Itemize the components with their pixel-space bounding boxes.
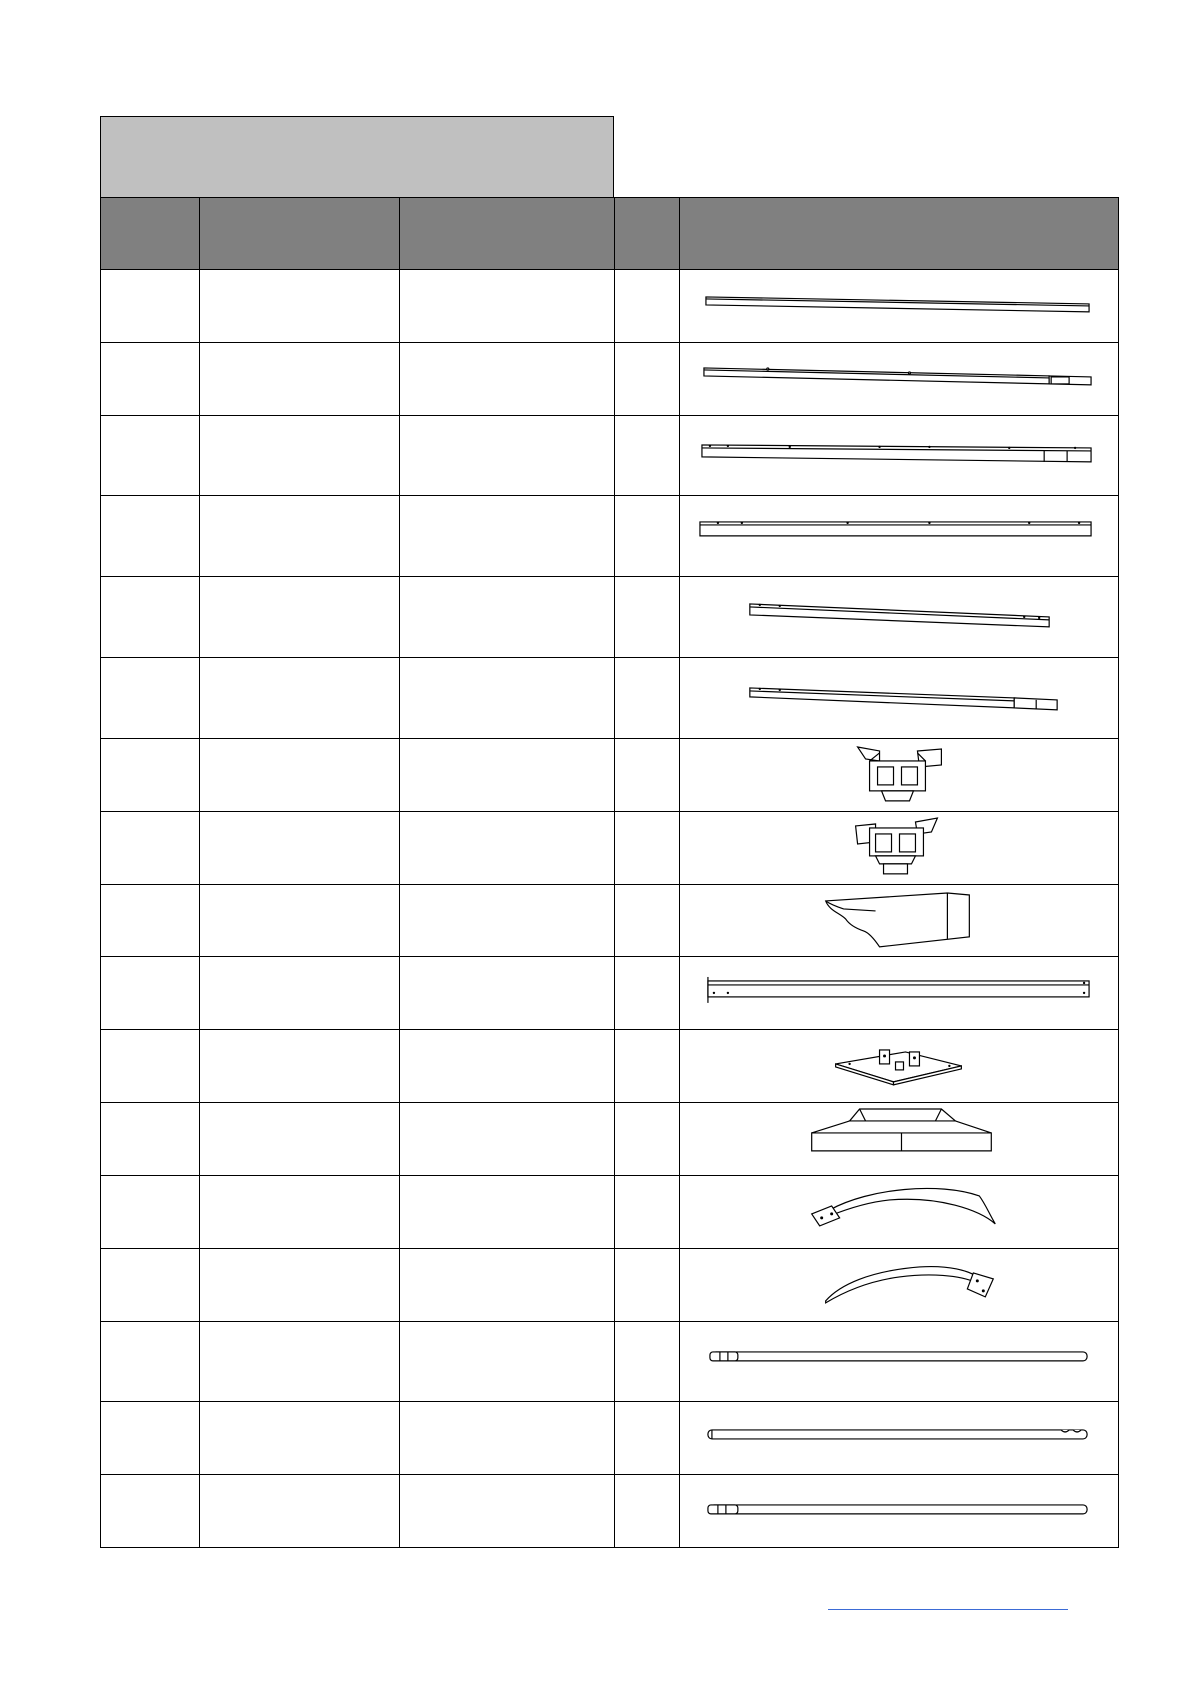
tube-with-notches-icon <box>680 1402 1118 1474</box>
short-beam-with-sleeve-icon <box>680 658 1118 738</box>
cell-qty <box>615 577 680 658</box>
decorative-bracket-icon <box>680 885 1118 957</box>
cell-qty <box>615 1175 680 1248</box>
cell-no <box>101 577 200 658</box>
cell-description <box>400 738 615 811</box>
cell-image <box>680 1248 1119 1321</box>
cell-description <box>400 1321 615 1402</box>
cell-no <box>101 342 200 415</box>
cell-image <box>680 270 1119 343</box>
cell-code <box>200 1030 400 1103</box>
table-row <box>101 270 1119 343</box>
cell-description <box>400 1103 615 1176</box>
cell-no <box>101 1402 200 1475</box>
cell-qty <box>615 496 680 577</box>
beam-with-holes-long-icon <box>680 496 1118 576</box>
curved-brace-right-icon <box>680 1249 1118 1321</box>
cell-description <box>400 1175 615 1248</box>
table-row <box>101 1248 1119 1321</box>
table-row <box>101 957 1119 1030</box>
cell-no <box>101 884 200 957</box>
flat-rail-icon <box>680 957 1118 1029</box>
table-row <box>101 342 1119 415</box>
cell-no <box>101 496 200 577</box>
corner-connector-b-icon <box>680 812 1118 884</box>
cell-image <box>680 1030 1119 1103</box>
cell-image <box>680 496 1119 577</box>
cell-no <box>101 270 200 343</box>
cell-qty <box>615 1402 680 1475</box>
beam-with-holes-icon <box>680 416 1118 496</box>
cell-description <box>400 496 615 577</box>
corner-connector-a-icon <box>680 739 1118 811</box>
title-box <box>100 116 614 197</box>
header-code <box>200 198 400 270</box>
cell-code <box>200 738 400 811</box>
cell-code <box>200 884 400 957</box>
table-row <box>101 1103 1119 1176</box>
cell-qty <box>615 957 680 1030</box>
cell-image <box>680 738 1119 811</box>
cell-no <box>101 415 200 496</box>
cell-description <box>400 811 615 884</box>
cell-qty <box>615 738 680 811</box>
cell-description <box>400 658 615 739</box>
cell-code <box>200 496 400 577</box>
cell-code <box>200 1248 400 1321</box>
cell-code <box>200 270 400 343</box>
cell-code <box>200 1103 400 1176</box>
table-row <box>101 738 1119 811</box>
footer-link[interactable] <box>828 1608 1068 1610</box>
beam-with-sleeve-icon <box>680 343 1118 415</box>
cell-image <box>680 1175 1119 1248</box>
parts-table <box>100 197 1119 1548</box>
cell-code <box>200 415 400 496</box>
header-image <box>680 198 1119 270</box>
straight-beam-icon <box>680 270 1118 342</box>
curved-brace-left-icon <box>680 1176 1118 1248</box>
cell-image <box>680 884 1119 957</box>
cell-no <box>101 1030 200 1103</box>
cell-qty <box>615 415 680 496</box>
cell-qty <box>615 1475 680 1548</box>
cell-description <box>400 342 615 415</box>
cell-qty <box>615 1030 680 1103</box>
table-row <box>101 658 1119 739</box>
cell-description <box>400 415 615 496</box>
table-row <box>101 1475 1119 1548</box>
cell-qty <box>615 658 680 739</box>
cell-code <box>200 577 400 658</box>
table-row <box>101 1030 1119 1103</box>
header-no <box>101 198 200 270</box>
cell-no <box>101 1103 200 1176</box>
cell-code <box>200 811 400 884</box>
table-row <box>101 811 1119 884</box>
cell-code <box>200 658 400 739</box>
cell-no <box>101 1175 200 1248</box>
cell-qty <box>615 811 680 884</box>
header-qty <box>615 198 680 270</box>
cell-qty <box>615 1103 680 1176</box>
cell-no <box>101 1475 200 1548</box>
table-row <box>101 415 1119 496</box>
cell-description <box>400 1402 615 1475</box>
header-description <box>400 198 615 270</box>
cell-no <box>101 738 200 811</box>
cell-description <box>400 270 615 343</box>
cell-image <box>680 658 1119 739</box>
cell-qty <box>615 1321 680 1402</box>
short-beam-icon <box>680 577 1118 657</box>
table-row <box>101 1175 1119 1248</box>
table-row <box>101 884 1119 957</box>
cell-qty <box>615 342 680 415</box>
cell-qty <box>615 884 680 957</box>
cell-description <box>400 884 615 957</box>
cell-image <box>680 342 1119 415</box>
cell-description <box>400 1475 615 1548</box>
cell-code <box>200 1175 400 1248</box>
table-row <box>101 1402 1119 1475</box>
cell-code <box>200 1475 400 1548</box>
cell-description <box>400 577 615 658</box>
cell-description <box>400 1030 615 1103</box>
cell-qty <box>615 1248 680 1321</box>
header-row <box>101 198 1119 270</box>
cell-image <box>680 1103 1119 1176</box>
cell-code <box>200 957 400 1030</box>
cell-image <box>680 957 1119 1030</box>
cell-image <box>680 577 1119 658</box>
cell-code <box>200 1402 400 1475</box>
base-plate-icon <box>680 1030 1118 1102</box>
cell-image <box>680 1321 1119 1402</box>
cell-code <box>200 1321 400 1402</box>
cell-description <box>400 1248 615 1321</box>
tube-with-end-icon <box>680 1322 1118 1402</box>
cell-no <box>101 658 200 739</box>
cell-qty <box>615 270 680 343</box>
cell-image <box>680 1475 1119 1548</box>
cell-image <box>680 811 1119 884</box>
cell-description <box>400 957 615 1030</box>
cell-no <box>101 1321 200 1402</box>
table-row <box>101 577 1119 658</box>
tube-with-end-2-icon <box>680 1475 1118 1547</box>
cell-no <box>101 1248 200 1321</box>
table-row <box>101 1321 1119 1402</box>
cell-code <box>200 342 400 415</box>
cell-image <box>680 415 1119 496</box>
cell-no <box>101 811 200 884</box>
post-base-cover-icon <box>680 1103 1118 1175</box>
table-row <box>101 496 1119 577</box>
cell-no <box>101 957 200 1030</box>
cell-image <box>680 1402 1119 1475</box>
